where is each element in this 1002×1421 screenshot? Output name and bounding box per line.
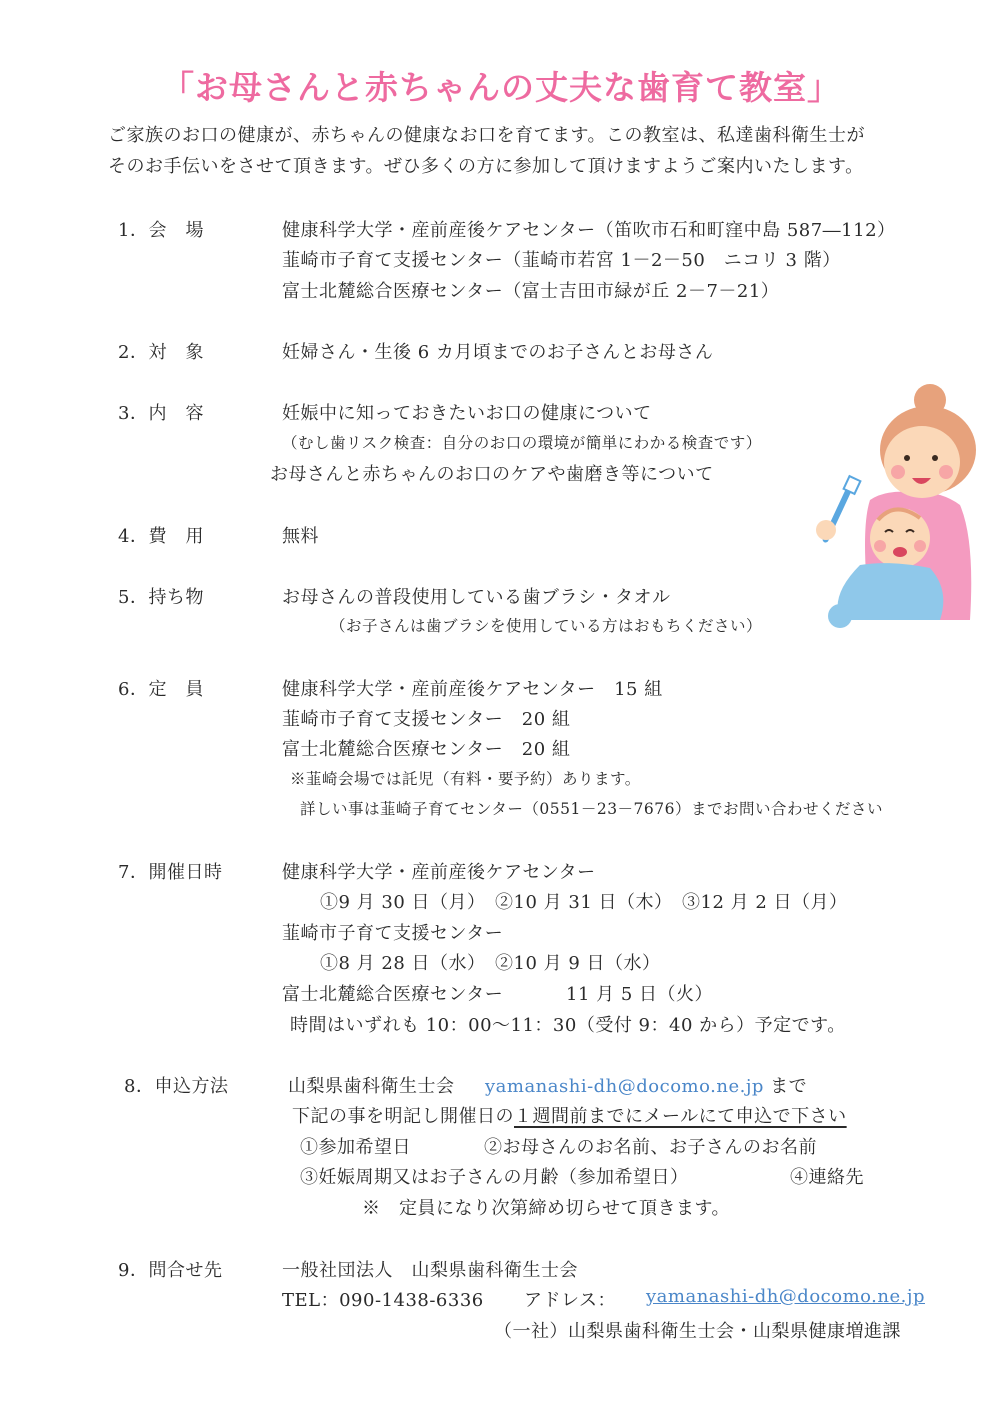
capacity-line-1: 健康科学大学・産前産後ケアセンター 15 組: [282, 679, 663, 700]
content-line-3: お母さんと赤ちゃんのお口のケアや歯磨き等について: [270, 464, 714, 485]
intro-line-1: ご家族のお口の健康が、赤ちゃんの健康なお口を育てます。この教室は、私達歯科衛生士が: [108, 125, 866, 146]
target-text: 妊婦さん・生後 6 カ月頃までのお子さんとお母さん: [282, 342, 714, 363]
mother-hand: [816, 520, 836, 540]
apply-note: ※ 定員になり次第締め切らせて頂きます。: [362, 1198, 731, 1219]
apply-item-1: ①参加希望日: [300, 1137, 411, 1158]
page-title: 「お母さんと赤ちゃんの丈夫な歯育て教室」: [161, 68, 841, 107]
baby-mouth: [893, 547, 907, 557]
contact-tel: TEL：090-1438-6336: [282, 1290, 484, 1311]
contact-address-label: アドレス：: [524, 1290, 616, 1311]
contact-email-link[interactable]: yamanashi-dh@docomo.ne.jp: [646, 1286, 925, 1307]
venue-line-3: 富士北麓総合医療センター（富士吉田市緑が丘 2－7－21）: [282, 281, 780, 302]
mother-face: [884, 426, 960, 498]
contact-org: 一般社団法人 山梨県歯科衛生士会: [282, 1260, 578, 1281]
bring-line-1: お母さんの普段使用している歯ブラシ・タオル: [282, 587, 671, 608]
mother-cheek: [891, 465, 905, 479]
baby-clothes: [838, 563, 944, 620]
venue-line-1: 健康科学大学・産前産後ケアセンター（笛吹市石和町窪中島 587―112）: [282, 220, 896, 241]
fee-text: 無料: [282, 526, 319, 547]
bring-label: 5．持ち物: [118, 587, 204, 608]
dates-venue-2-dates: ①8 月 28 日（水） ②10 月 9 日（水）: [320, 953, 661, 974]
capacity-note-2: 詳しい事は韮崎子育てセンター（0551－23－7676）までお問い合わせください: [300, 800, 883, 818]
apply-line-2: [292, 1102, 847, 1128]
baby-cheek: [874, 540, 886, 552]
dates-venue-3-date: 11 月 5 日（火）: [566, 984, 714, 1005]
apply-item-2: ②お母さんのお名前、お子さんのお名前: [484, 1137, 817, 1158]
apply-org: 山梨県歯科衛生士会: [288, 1076, 455, 1097]
venue-label: 1．会 場: [118, 220, 204, 241]
mother-baby-illustration: [800, 380, 980, 640]
intro-paragraph: [108, 120, 958, 182]
dates-venue-1: 健康科学大学・産前産後ケアセンター: [282, 862, 596, 883]
mother-eye: [932, 455, 938, 461]
capacity-line-3: 富士北麓総合医療センター 20 組: [282, 739, 571, 760]
footer-organizers: （一社）山梨県歯科衛生士会・山梨県健康増進課: [494, 1321, 901, 1342]
mother-cheek: [939, 465, 953, 479]
capacity-line-2: 韮崎市子育て支援センター 20 組: [282, 709, 571, 730]
content-line-1: 妊娠中に知っておきたいお口の健康について: [282, 403, 652, 424]
apply-line-1: [288, 1072, 807, 1098]
target-label: 2．対 象: [118, 342, 204, 363]
apply-instruction: 下記の事を明記し開催日の: [292, 1106, 514, 1127]
dates-venue-3: 富士北麓総合医療センター: [282, 984, 504, 1005]
fee-label: 4．費 用: [118, 526, 204, 547]
apply-email-link[interactable]: yamanashi-dh@docomo.ne.jp: [484, 1076, 764, 1097]
baby-foot: [828, 604, 852, 628]
bring-line-2: （お子さんは歯ブラシを使用している方はおもちください）: [330, 617, 763, 635]
baby-cheek: [914, 540, 926, 552]
apply-made: まで: [770, 1076, 808, 1097]
content-line-2: （むし歯リスク検査：自分のお口の環境が簡単にわかる検査です）: [282, 434, 762, 452]
intro-line-2: そのお手伝いをさせて頂きます。ぜひ多くの方に参加して頂けますようご案内いたします。: [108, 156, 864, 177]
venue-line-2: 韮崎市子育て支援センター（韮崎市若宮 1－2－50 ニコリ 3 階）: [282, 250, 841, 271]
content-label: 3．内 容: [118, 403, 204, 424]
dates-label: 7．開催日時: [118, 862, 223, 883]
apply-label: 8．申込方法: [124, 1076, 229, 1097]
apply-item-4: ④連絡先: [790, 1167, 864, 1188]
contact-label: 9．問合せ先: [118, 1260, 223, 1281]
dates-time-note: 時間はいずれも 10：00～11：30（受付 9：40 から）予定です。: [290, 1015, 846, 1036]
capacity-note-1: ※韮崎会場では託児（有料・要予約）あります。: [290, 770, 641, 788]
dates-venue-2: 韮崎市子育て支援センター: [282, 923, 504, 944]
dates-venue-1-dates: ①9 月 30 日（月） ②10 月 31 日（木） ③12 月 2 日（月）: [320, 892, 848, 913]
apply-deadline: １週間前までにメールにて申込で下さい: [514, 1106, 847, 1127]
apply-item-3: ③妊娠周期又はお子さんの月齢（参加希望日）: [300, 1167, 689, 1188]
mother-eye: [904, 455, 910, 461]
capacity-label: 6．定 員: [118, 679, 204, 700]
